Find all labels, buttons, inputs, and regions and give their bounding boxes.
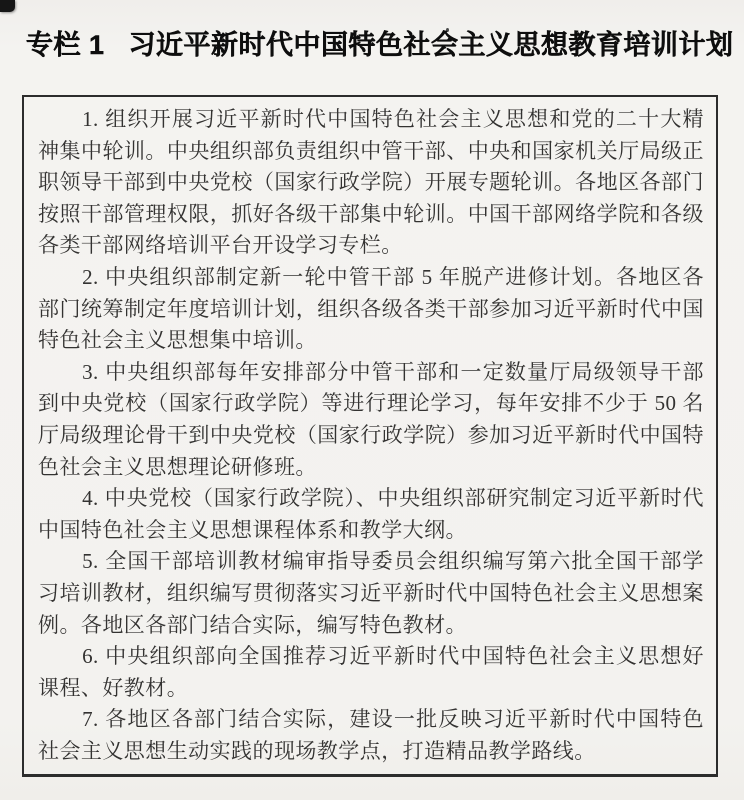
scan-artifact-corner-mark bbox=[0, 0, 15, 12]
plan-item-7: 7. 各地区各部门结合实际，建设一批反映习近平新时代中国特色社会主义思想生动实践的现场教学点，打造精品教学路线。 bbox=[38, 707, 704, 763]
column-number-label: 专栏 1 bbox=[26, 30, 105, 60]
plan-item-2: 2. 中央组织部制定新一轮中管干部 5 年脱产进修计划。各地区各部门统筹制定年度培训计划，组织各级各类干部参加习近平新时代中国特色社会主义思想集中培训。 bbox=[38, 264, 704, 353]
training-plan-box bbox=[22, 95, 718, 777]
column-title-text: 习近平新时代中国特色社会主义思想教育培训计划 bbox=[128, 30, 734, 60]
plan-item-5: 5. 全国干部培训教材编审指导委员会组织编写第六批全国干部学习培训教材，组织编写贯彻落实习近平新时代中国特色社会主义思想案例。各地区各部门结合实际，编写特色教材。 bbox=[38, 549, 704, 637]
plan-item-1: 1. 组织开展习近平新时代中国特色社会主义思想和党的二十大精神集中轮训。中央组织部负责组织中管干部、中央和国家机关厅局级正职领导干部到中央党校（国家行政学院）开展专题轮训。各地区各部门按照干部管理权限，抓好各级干部集中轮训。中国干部网络学院和各级各类干部网络培训平台开设学习专栏。 bbox=[38, 107, 704, 258]
page-title bbox=[26, 28, 734, 62]
plan-item-4: 4. 中央党校（国家行政学院）、中央组织部研究制定习近平新时代中国特色社会主义思想课程体系和教学大纲。 bbox=[38, 486, 704, 542]
plan-item-3: 3. 中央组织部每年安排部分中管干部和一定数量厅局级领导干部到中央党校（国家行政学院）等进行理论学习，每年安排不少于 50 名厅局级理论骨干到中央党校（国家行政学院）参加习近平新时代中国特色社会主义思想理论研修班。 bbox=[38, 359, 704, 479]
plan-item-6: 6. 中央组织部向全国推荐习近平新时代中国特色社会主义思想好课程、好教材。 bbox=[38, 644, 704, 700]
